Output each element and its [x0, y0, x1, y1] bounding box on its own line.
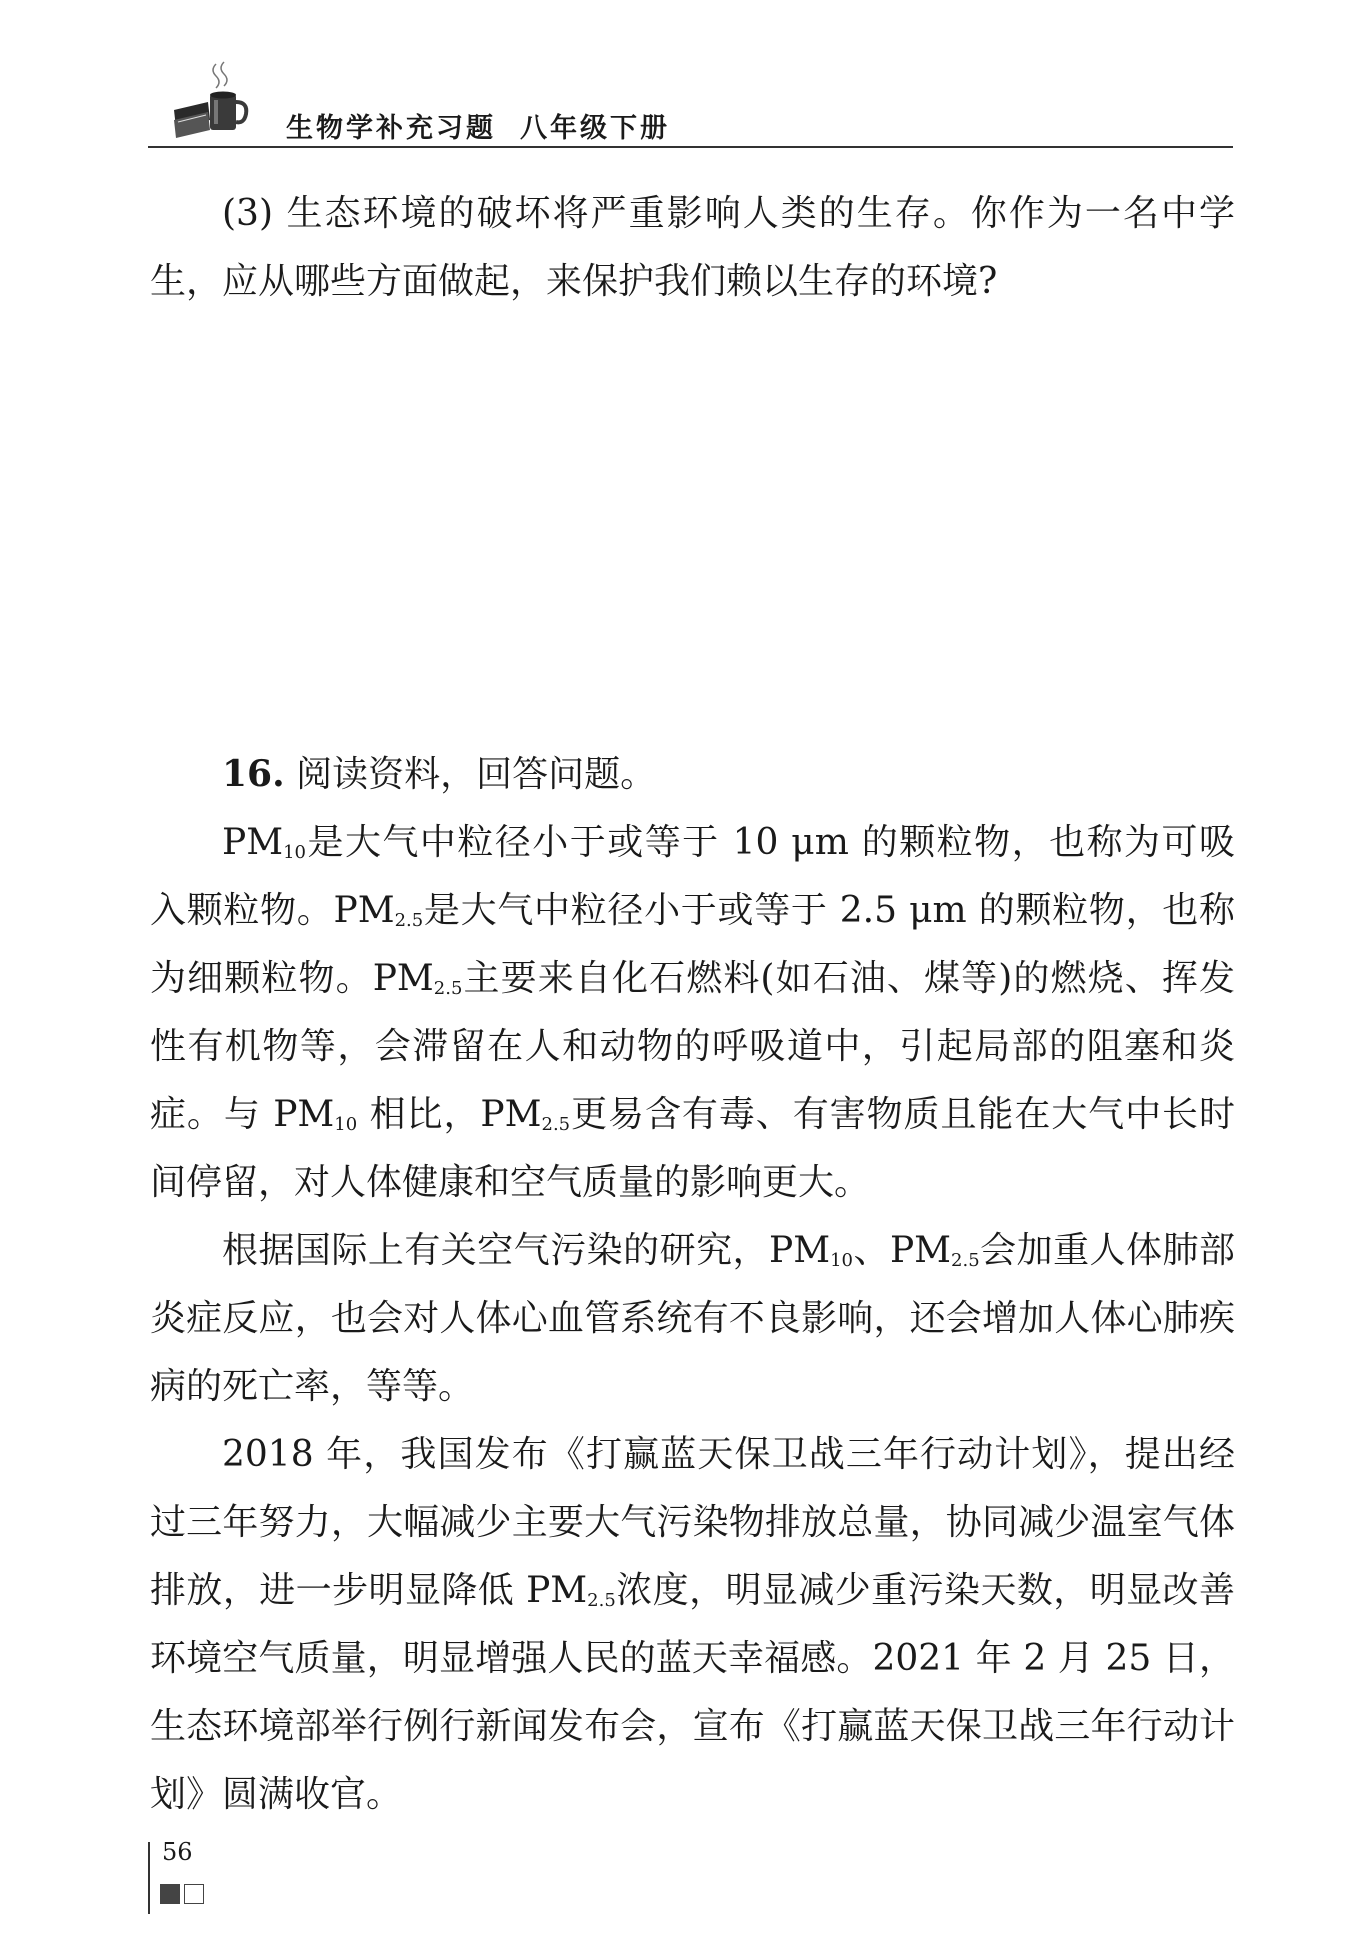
- pm-subscript: 2.5: [433, 978, 463, 999]
- book-and-coffee-cup-icon: [170, 58, 260, 140]
- pm-label: PM: [480, 1094, 542, 1135]
- question-3: [150, 180, 1235, 316]
- pm-label: PM: [273, 1094, 335, 1135]
- p3-text-a: 2018 年，我国发布《打赢蓝天保卫战三年行动计划》，提出经过三年努力，大幅减少主要大气污染物排放总量，协同减少温室气体排放，进一步明显降低: [150, 1434, 1235, 1611]
- pm-label: PM: [222, 822, 284, 863]
- question-16-prompt: [150, 740, 1235, 809]
- p2-text-a: 根据国际上有关空气污染的研究，: [222, 1230, 770, 1271]
- pm-subscript: 10: [830, 1250, 854, 1271]
- p1-text-a: 是大气中粒径小于或等于 10 μm 的颗粒物，也称为可吸入颗粒物。: [150, 822, 1235, 931]
- pm-label: PM: [526, 1570, 588, 1611]
- empty-square-icon: [184, 1884, 204, 1904]
- filled-square-icon: [160, 1884, 180, 1904]
- footer-bar: [148, 1842, 150, 1914]
- pm-subscript: 2.5: [951, 1250, 980, 1271]
- p1-text-c: 主要来自化石燃料(如石油、煤等)的燃烧、挥发性有机物等，会滞留在人和动物的呼吸道中，引起局部的阻塞和炎症。与: [150, 958, 1235, 1135]
- p1-text-d: 相比，: [357, 1094, 481, 1135]
- pm-label: PM: [769, 1230, 831, 1271]
- pm-subscript: 2.5: [541, 1114, 571, 1135]
- header-title: [286, 106, 670, 145]
- paragraph-1: [150, 809, 1235, 1217]
- p2-text-b: 、: [853, 1230, 890, 1271]
- p2-text-c: 会加重人体肺部炎症反应，也会对人体心血管系统有不良影响，还会增加人体心肺疾病的死亡率，等等。: [150, 1230, 1235, 1407]
- pm-subscript: 2.5: [394, 910, 424, 931]
- p3-text-b: 浓度，明显减少重污染天数，明显改善环境空气质量，明显增强人民的蓝天幸福感。2021 年 2 月 25 日，生态环境部举行例行新闻发布会，宣布《打赢蓝天保卫战三年行动计划》圆满收官。: [150, 1570, 1235, 1815]
- p1-text-b: 是大气中粒径小于或等于 2.5 μm 的颗粒物，也称为细颗粒物。: [150, 890, 1235, 999]
- paragraph-2: [150, 1217, 1235, 1421]
- p1-text-e: 更易含有毒、有害物质且能在大气中长时间停留，对人体健康和空气质量的影响更大。: [150, 1094, 1235, 1203]
- page-footer: [148, 1838, 228, 1918]
- pm-label: PM: [333, 890, 395, 931]
- question-16: [150, 740, 1235, 1829]
- page-header: [148, 50, 1233, 148]
- grade-label: 八年级下册: [520, 113, 670, 144]
- question-prompt: 阅读资料，回答问题。: [296, 754, 657, 795]
- book-title: 生物学补充习题: [286, 113, 496, 144]
- pm-subscript: 10: [283, 842, 306, 863]
- question-number: 16.: [222, 753, 285, 795]
- question-3-text: (3) 生态环境的破坏将严重影响人类的生存。你作为一名中学生，应从哪些方面做起，来保护我们赖以生存的环境?: [150, 193, 1235, 302]
- pm-label: PM: [889, 1230, 952, 1271]
- header-rule: [148, 146, 1233, 148]
- paragraph-3: [150, 1421, 1235, 1829]
- page-number: 56: [162, 1838, 193, 1866]
- pm-subscript: 2.5: [587, 1590, 616, 1611]
- pm-label: PM: [372, 958, 434, 999]
- pm-subscript: 10: [334, 1114, 358, 1135]
